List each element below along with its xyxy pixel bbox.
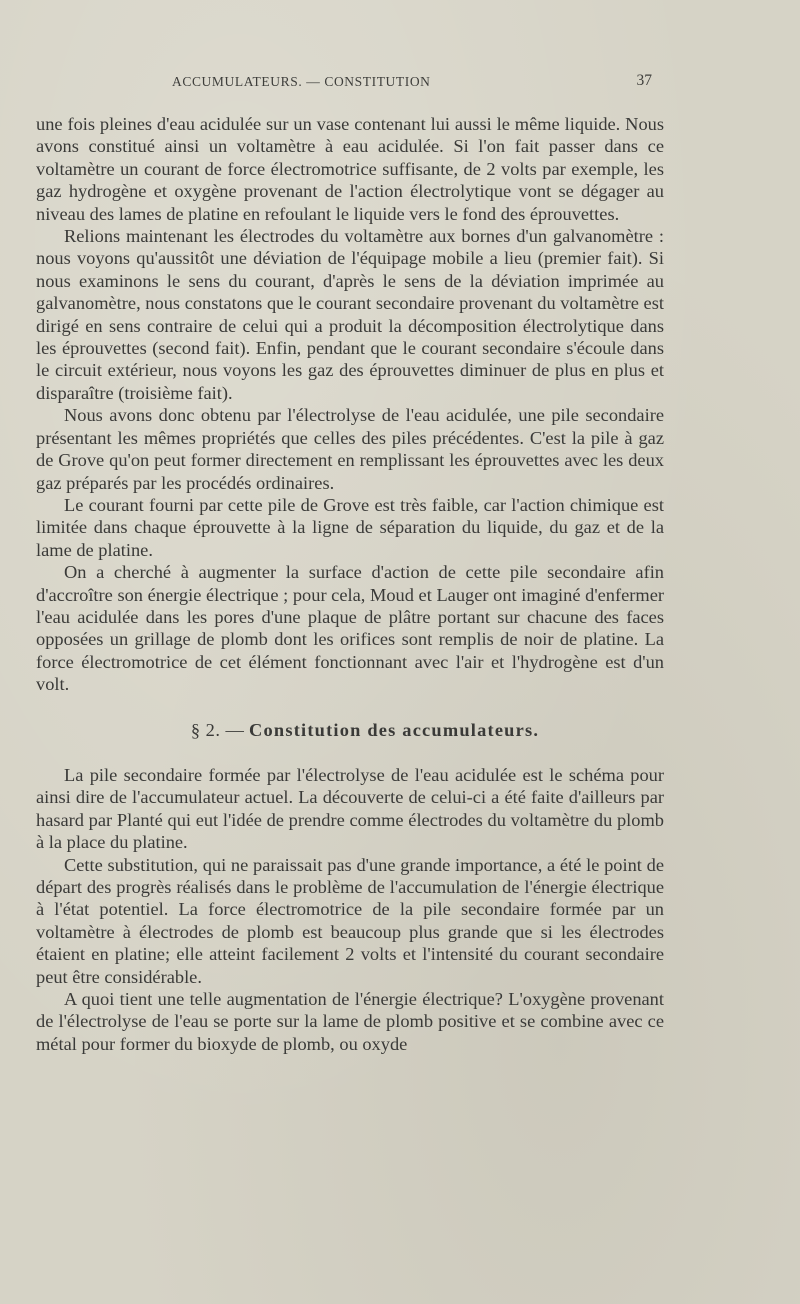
paragraph: Le courant fourni par cette pile de Grove est très faible, car l'action chimique est limitée dans chaque éprouvette à la ligne de séparation du liquide, du gaz et de la lame de platine. — [36, 494, 664, 560]
paragraph-continued: une fois pleines d'eau acidulée sur un vase contenant lui aussi le même liquide. Nous avons constitué ainsi un voltamètre à eau acidulée. Si l'on fait passer dans ce voltamètre un courant de force électromotrice suffisante, de 2 volts par exemple, les gaz hydrogène et oxygène provenant de l'action électrolytique vont se dégager au niveau des lames de platine en refoulant le liquide vers le fond des éprouvettes. — [36, 114, 664, 224]
body-text — [36, 113, 664, 1055]
section-number: § 2. — — [190, 719, 245, 740]
page-number: 37 — [636, 72, 652, 89]
running-head: ACCUMULATEURS. — CONSTITUTION — [172, 74, 431, 89]
section-heading — [36, 719, 664, 741]
paragraph: La pile secondaire formée par l'électrolyse de l'eau acidulée est le schéma pour ainsi dire de l'accumulateur actuel. La découverte de celui-ci a été faite d'ailleurs par hasard par Planté qui eut l'idée de prendre comme électrodes du voltamètre du plomb à la place du platine. — [36, 764, 664, 853]
paragraph: Nous avons donc obtenu par l'électrolyse de l'eau acidulée, une pile secondaire présentant les mêmes propriétés que celles des piles précédentes. C'est la pile à gaz de Grove qu'on peut former directement en remplissant les éprouvettes avec les deux gaz préparés par les procédés ordinaires. — [36, 405, 664, 493]
paragraph: Cette substitution, qui ne paraissait pas d'une grande importance, a été le point de départ des progrès réalisés dans le problème de l'accumulation de l'énergie électrique à l'état potentiel. La force électromotrice de la pile secondaire formée par un voltamètre à électrodes de plomb est beaucoup plus grande que si les électrodes étaient en platine; elle atteint facilement 2 volts et l'intensité du courant secondaire peut être considérable. — [36, 854, 664, 987]
paragraph: Relions maintenant les électrodes du voltamètre aux bornes d'un galvanomètre : nous voyons qu'aussitôt une déviation de l'équipage mobile a lieu (premier fait). Si nous examinons le sens du courant, d'après le sens de la déviation imprimée au galvanomètre, nous constatons que le courant secondaire provenant du voltamètre est dirigé en sens contraire de celui qui a produit la décomposition électrolytique dans les éprouvettes (second fait). Enfin, pendant que le courant secondaire s'écoule dans le circuit extérieur, nous voyons les gaz des éprouvettes diminuer de plus en plus et disparaître (troisième fait). — [36, 226, 664, 403]
paragraph: A quoi tient une telle augmentation de l'énergie électrique? L'oxygène provenant de l'électrolyse de l'eau se porte sur la lame de plomb positive et se combine avec ce métal pour former du bioxyde de plomb, ou oxyde — [36, 989, 664, 1054]
section-title: Constitution des accumulateurs. — [249, 719, 540, 740]
page-header — [150, 74, 650, 96]
paragraph: On a cherché à augmenter la surface d'action de cette pile secondaire afin d'accroître son énergie électrique ; pour cela, Moud et Lauger ont imaginé d'enfermer l'eau acidulée dans les pores d'une plaque de plâtre portant sur chacune des faces opposées un grillage de plomb dont les orifices sont remplis de noir de platine. La force électromotrice de cet élément fonctionnant avec l'air et l'hydrogène est d'un volt. — [36, 562, 664, 695]
